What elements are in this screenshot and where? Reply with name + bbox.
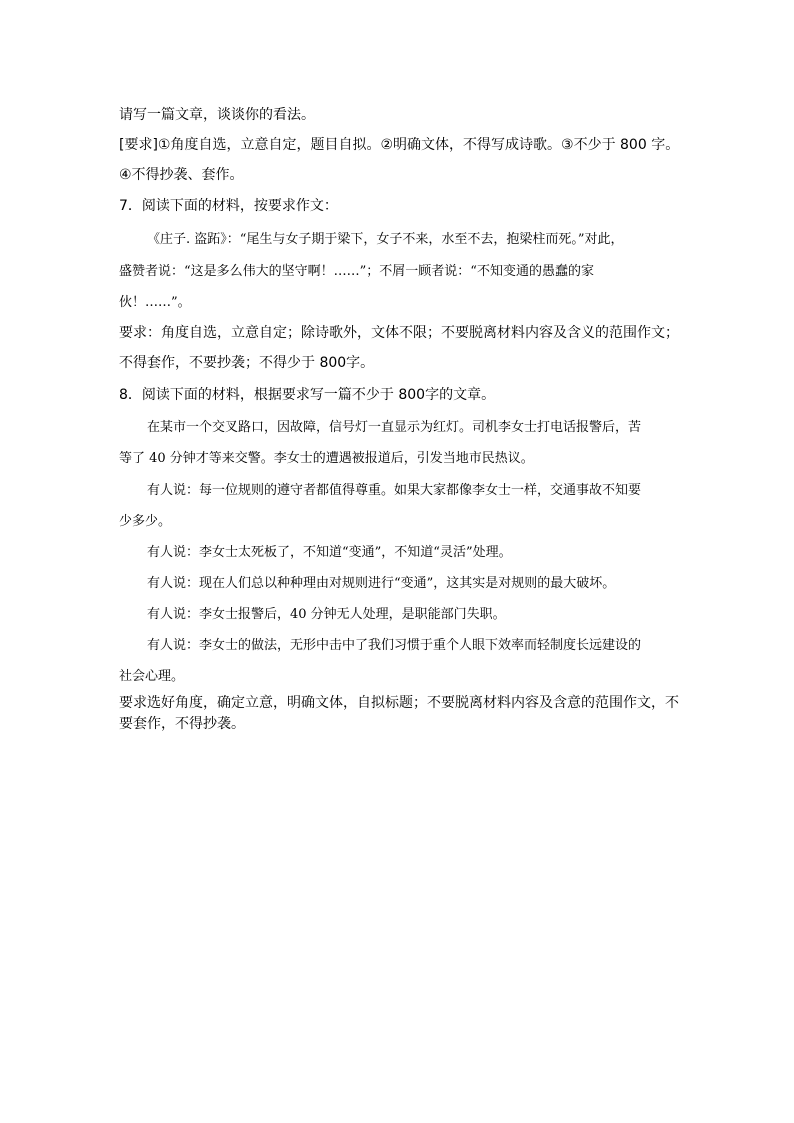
q8-requirement-line-1: 要求选好角度，确定立意，明确文体，自拟标题；不要脱离材料内容及含意的范围作文，不 [119, 695, 679, 711]
q8-material-p2-line-2: 少多少。 [119, 514, 172, 529]
q8-material-p1-line-1: 在某市一个交叉路口，因故障，信号灯一直显示为红灯。司机李女士打电话报警后，苦 [147, 420, 642, 435]
q6-requirement-line-1: [要求]①角度自选，立意自定，题目自拟。②明确文体，不得写成诗歌。③不少于 800 字。 [119, 137, 680, 153]
q7-material-line-3: 伙！……”。 [119, 295, 191, 310]
intro-line: 请写一篇文章，谈谈你的看法。 [119, 107, 315, 123]
q7-material-line-2: 盛赞者说：“这是多么伟大的坚守啊！……”；不屑一顾者说：“不知变通的愚蠢的家 [119, 264, 594, 279]
q8-heading: 8．阅读下面的材料，根据要求写一篇不少于 800字的文章。 [119, 387, 496, 403]
q8-requirement-line-2: 要套作，不得抄袭。 [119, 716, 245, 732]
q6-requirement-line-2: ④不得抄袭、套作。 [119, 167, 244, 183]
q8-material-p6-line-1: 有人说：李女士的做法，无形中击中了我们习惯于重个人眼下效率而轻制度长远建设的 [147, 638, 642, 653]
q8-material-p6-line-2: 社会心理。 [119, 669, 185, 684]
q7-requirement-line-1: 要求：角度自选，立意自定；除诗歌外，文体不限；不要脱离材料内容及含义的范围作文； [119, 325, 679, 341]
q8-material-p5: 有人说：李女士报警后，40 分钟无人处理，是职能部门失职。 [147, 607, 506, 622]
q8-material-p3: 有人说：李女士太死板了，不知道“变通”，不知道“灵活”处理。 [147, 545, 512, 560]
q8-material-p2-line-1: 有人说：每一位规则的遵守者都值得尊重。如果大家都像李女士一样，交通事故不知要 [147, 483, 642, 498]
q7-heading: 7．阅读下面的材料，按要求作文： [119, 198, 338, 214]
q7-requirement-line-2: 不得套作，不要抄袭；不得少于 800字。 [119, 355, 375, 371]
q8-material-p4: 有人说：现在人们总以种种理由对规则进行“变通”，这其实是对规则的最大破坏。 [147, 576, 616, 591]
q7-material-line-1: 《庄子. 盗跖》：“尾生与女子期于梁下，女子不来，水至不去，抱梁柱而死。”对此， [147, 232, 624, 247]
q8-material-p1-line-2: 等了 40 分钟才等来交警。李女士的遭遇被报道后，引发当地市民热议。 [119, 451, 534, 466]
